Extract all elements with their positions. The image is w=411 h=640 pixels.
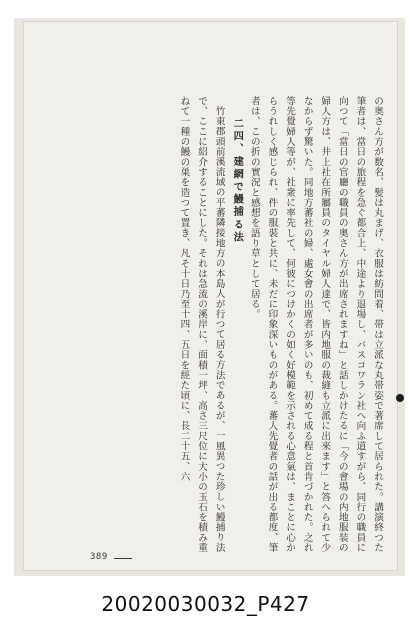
archive-id-caption: 20020030032_P427 bbox=[101, 592, 310, 616]
page-number-dash bbox=[114, 558, 132, 559]
paragraph-continued: の奥さん方が数名、髪は丸まげ、衣服は紡問着、帯は立派な丸帯姿で著席して居られた。講演終つた筆者は、當日の旅程を急ぐ都合上、中途より退場し、バスコワラン社へ向ふ道すがら、同行の職員に向つて「當日の官廳の職員の奥さん方が出席されますね」と話しかけたるに「今の會場の内地服装の婦人方は、井上社在所屬員のタイヤル婦人達で、皆内地服の裁縫も立派に出來ます」と答へられて少なからず驚いた。同地方蕃社の婦、處女會の出席者が多いのも、初めて成る程と首肯づかれた。之れ等先覺婦人等が、社衆に率先して、何彼につけかくの如く好模範を示される心意氣は、まことに心からうれしく感じられ、件の服裝と共に、未だに印象深いものがある。蕃人先覺者の話が出る都度、筆者は、この折の實況と感想を語り草として居る。 bbox=[248, 96, 383, 553]
page-number: 389 bbox=[90, 552, 108, 562]
vertical-text-block bbox=[78, 96, 386, 558]
section-heading: 二四、建網で鰻捕る法 bbox=[231, 118, 243, 245]
paragraph-eel-method: 竹東郡頭前溪流域の平蕃隣接地方の本島人が行つて居る方法であるが、一風異つた珍しい鰻捕り法で、ここに紹介することにした。それは急流の溪岸に、面積一坪、高さ三尺位に大小の玉石を積み重ねて一種の鰻の巣を造つて置き、凡そ十日乃至十四、五日を經た頃に、長二十五、六 bbox=[178, 96, 225, 553]
binding-hole-mark bbox=[396, 394, 404, 402]
book-page bbox=[24, 22, 397, 570]
